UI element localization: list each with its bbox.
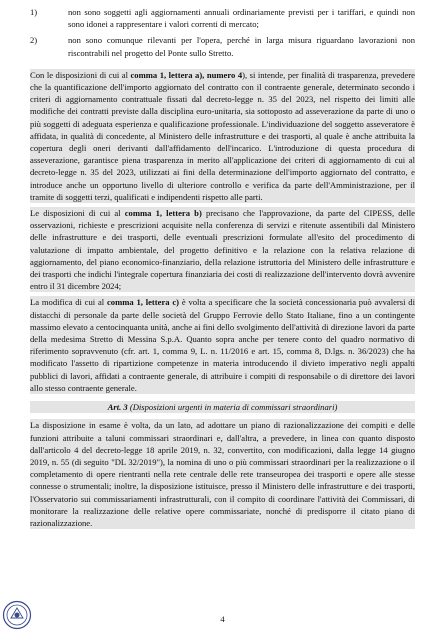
paragraph-comma1-lettera-a: Con le disposizioni di cui al comma 1, lettera a), numero 4), si intende, per finalità di trasparenza, prevedere che la quantificazione dell'importo aggiornato del contratto con il contraente generale, determinato secondo i criteri di aggiornamento contrattuale fissati dal decreto-legge n. 35 del 2023, nel rispetto dei limiti alle modifiche dei contratti previste dalla disciplina euro-unitaria, sia sottoposto ad asseverazione da parte di uno o più soggetti di adeguata esperienza e qualificazione professionale. L'individuazione del soggetto asseveratore è affidata, in qualità di concedente, al Ministero delle infrastrutture e dei trasporti, al quale è anche attribuita la copertura degli oneri derivanti dall'affidamento dell'incarico. L'introduzione di questa procedura di asseverazione, garantisce piena trasparenza in merito all'applicazione dei criteri di aggiornamento di cui al decreto-legge n. 35 del 2023, utilizzati ai fini della determinazione dell'importo aggiornato del contratto, e introduce anche un opportuno livello di ulteriore controllo e verifica da parte dell'Amministrazione, per il tramite di soggetti terzi, qualificati e indipendenti rispetto alle parti.	[30, 69, 415, 202]
document-page	[30, 6, 415, 529]
paragraph-comma1-lettera-b: Le disposizioni di cui al comma 1, lettera b) precisano che l'approvazione, da parte del CIPESS, delle osservazioni, richieste e prescrizioni acquisite nella conferenza di servizi e ritenute assentibili dal Ministero delle infrastrutture e dei trasporti, delle eventuali prescrizioni formulate all'esito del procedimento di valutazione di impatto ambientale, del progetto definitivo e la relazione con la relativa relazione di aggiornamento, del piano economico-finanziario, della relazione istruttoria del Ministero delle infrastrutture e dei trasporti che indichi l'integrale copertura finanziaria dei costi di realizzazione dell'intervento dovrà avvenire entro il 31 dicembre 2024;	[30, 208, 416, 292]
list-item-text: non sono comunque rilevanti per l'opera, perché in larga misura riguardano lavorazioni non riscontrabili nel progetto del Ponte sullo Stretto.	[68, 35, 415, 58]
legal-reference: comma 1, lettera a), numero 4	[130, 69, 243, 80]
list-item-number: 1)	[30, 7, 38, 17]
paragraph-art3: La disposizione in esame è volta, da un lato, ad adottare un piano di razionalizzazione dei compiti e delle funzioni attribuite a taluni commissari straordinari e, dall'altra, a prevedere, in linea con quanto disposto dall'articolo 4 del decreto-legge 18 aprile 2019, n. 32, convertito, con modificazioni, dalla legge 14 giugno 2019, n. 55 (di seguito "DL 32/2019"), la nomina di uno o più commissari straordinari per la realizzazione o il completamento di opere rientranti nella rete centrale delle rete transeuropea dei trasporti e opere alle stesse connesse o strumentali; inoltre, la disposizione istituisce, presso il Ministero delle infrastrutture e dei trasporti, l'Osservatorio sui commissariamenti infrastrutturali, con il compito di coordinare l'attività dei Commissari, di monitorare la realizzazione delle relative opere commissariate, nonché di predisporre il citato piano di razionalizzazione.	[30, 420, 415, 528]
list-item-1	[30, 6, 415, 30]
page-number: 4	[220, 614, 225, 624]
article-heading: Art. 3 (Disposizioni urgenti in materia di commissari straordinari)	[30, 401, 415, 413]
list-item-number: 2)	[30, 35, 38, 46]
list-item-2	[30, 34, 415, 58]
legal-reference: comma 1, lettera c)	[106, 297, 180, 308]
list-item-text: non sono soggetti agli aggiornamenti annuali ordinariamente previsti per i tariffari, e quindi non sono idonei a rappresentare i valori correnti di mercato;	[68, 7, 415, 30]
legal-reference: comma 1, lettera b)	[124, 208, 202, 219]
paragraph-comma1-lettera-c: La modifica di cui al comma 1, lettera c) è volta a specificare che la società concessionaria può avvalersi di distacchi di personale da parte delle società del Gruppo Ferrovie dello Stato Italiane, fino a un contingente massimo elevato a centocinquanta unità, anche ai fini dello svolgimento dell'attività di direzione lavori da parte della medesima Stretto di Messina S.p.A. Quanto sopra anche per tenere conto del quadro normativo di riferimento sopravvenuto (cfr. art. 1, comma 9, L. n. 11/2016 e art. 15, comma 8, D.lgs. n. 36/2023) che ha modificato l'assetto di ripartizione competenze in materia introducendo il divieto imperativo negli appalti pubblici di lavori, affidati a contraente generale, di attribuire i compiti di responsabile o di direttore dei lavori allo stesso contraente generale.	[30, 297, 415, 393]
